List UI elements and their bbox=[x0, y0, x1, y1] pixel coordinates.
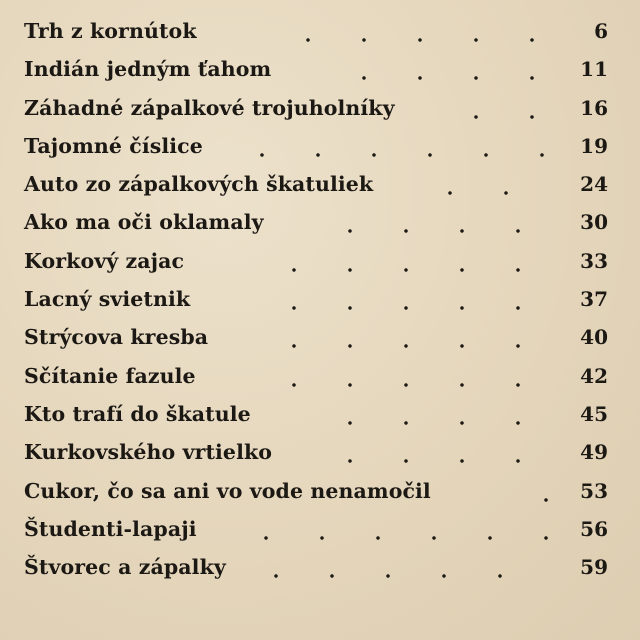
toc-entry-title: Kurkovského vrtielko bbox=[24, 440, 273, 465]
toc-entry-title: Korkový zajac bbox=[24, 248, 185, 273]
toc-entry-title: Ako ma oči oklamaly bbox=[24, 210, 264, 235]
toc-entry-title: Trh z kornútok bbox=[24, 19, 197, 43]
dot-leader bbox=[266, 268, 548, 272]
toc-entry bbox=[24, 244, 608, 282]
toc-entry-title: Študenti-lapaji bbox=[24, 516, 197, 541]
dot-leader bbox=[234, 153, 548, 157]
toc-entry-page: 19 bbox=[580, 133, 608, 158]
table-of-contents bbox=[24, 14, 608, 588]
toc-entry-title: Štvorec a zápalky bbox=[24, 555, 226, 580]
dot-leader bbox=[266, 383, 548, 387]
toc-entry bbox=[24, 512, 608, 550]
toc-entry bbox=[24, 167, 608, 205]
toc-entry bbox=[24, 320, 608, 358]
toc-entry-page: 37 bbox=[580, 287, 608, 312]
dot-leader bbox=[336, 76, 548, 80]
dot-leader bbox=[280, 38, 548, 42]
toc-entry-title: Tajomné číslice bbox=[24, 133, 203, 158]
toc-entry-page: 33 bbox=[580, 248, 608, 273]
toc-entry-title: Strýcova kresba bbox=[24, 325, 209, 350]
toc-entry-page: 16 bbox=[580, 95, 608, 120]
toc-entry-page: 53 bbox=[580, 478, 608, 503]
dot-leader bbox=[422, 191, 548, 195]
toc-entry-title: Cukor, čo sa ani vo vode nenamočil bbox=[24, 478, 431, 503]
toc-entry-page: 45 bbox=[580, 401, 608, 426]
dot-leader bbox=[322, 229, 548, 233]
toc-entry-title: Záhadné zápalkové trojuholníky bbox=[24, 95, 395, 120]
dot-leader bbox=[518, 498, 548, 502]
toc-entry-page: 59 bbox=[580, 555, 608, 580]
toc-entry-page: 30 bbox=[580, 210, 608, 235]
dot-leader bbox=[266, 306, 548, 310]
dot-leader bbox=[322, 459, 548, 463]
toc-entry-page: 56 bbox=[580, 516, 608, 541]
toc-entry-page: 49 bbox=[580, 440, 608, 465]
toc-entry bbox=[24, 91, 608, 129]
toc-entry-title: Sčítanie fazule bbox=[24, 363, 196, 388]
toc-entry-title: Lacný svietnik bbox=[24, 287, 191, 312]
toc-entry bbox=[24, 52, 608, 90]
toc-entry-page: 40 bbox=[580, 325, 608, 350]
toc-entry bbox=[24, 205, 608, 243]
toc-entry bbox=[24, 129, 608, 167]
dot-leader bbox=[248, 574, 548, 578]
toc-entry bbox=[24, 14, 608, 52]
dot-leader bbox=[322, 421, 548, 425]
dot-leader bbox=[448, 115, 548, 119]
dot-leader bbox=[266, 344, 548, 348]
toc-entry-title: Indián jedným ťahom bbox=[24, 57, 272, 82]
toc-entry bbox=[24, 282, 608, 320]
toc-entry bbox=[24, 397, 608, 435]
toc-entry bbox=[24, 550, 608, 588]
toc-entry-title: Auto zo zápalkových škatuliek bbox=[24, 172, 374, 197]
toc-entry bbox=[24, 435, 608, 473]
toc-entry bbox=[24, 474, 608, 512]
toc-entry-title: Kto trafí do škatule bbox=[24, 401, 251, 426]
toc-entry-page: 11 bbox=[580, 57, 608, 82]
dot-leader bbox=[238, 536, 548, 540]
toc-entry bbox=[24, 359, 608, 397]
toc-entry-page: 24 bbox=[580, 172, 608, 197]
toc-entry-page: 6 bbox=[594, 19, 608, 43]
toc-entry-page: 42 bbox=[580, 363, 608, 388]
